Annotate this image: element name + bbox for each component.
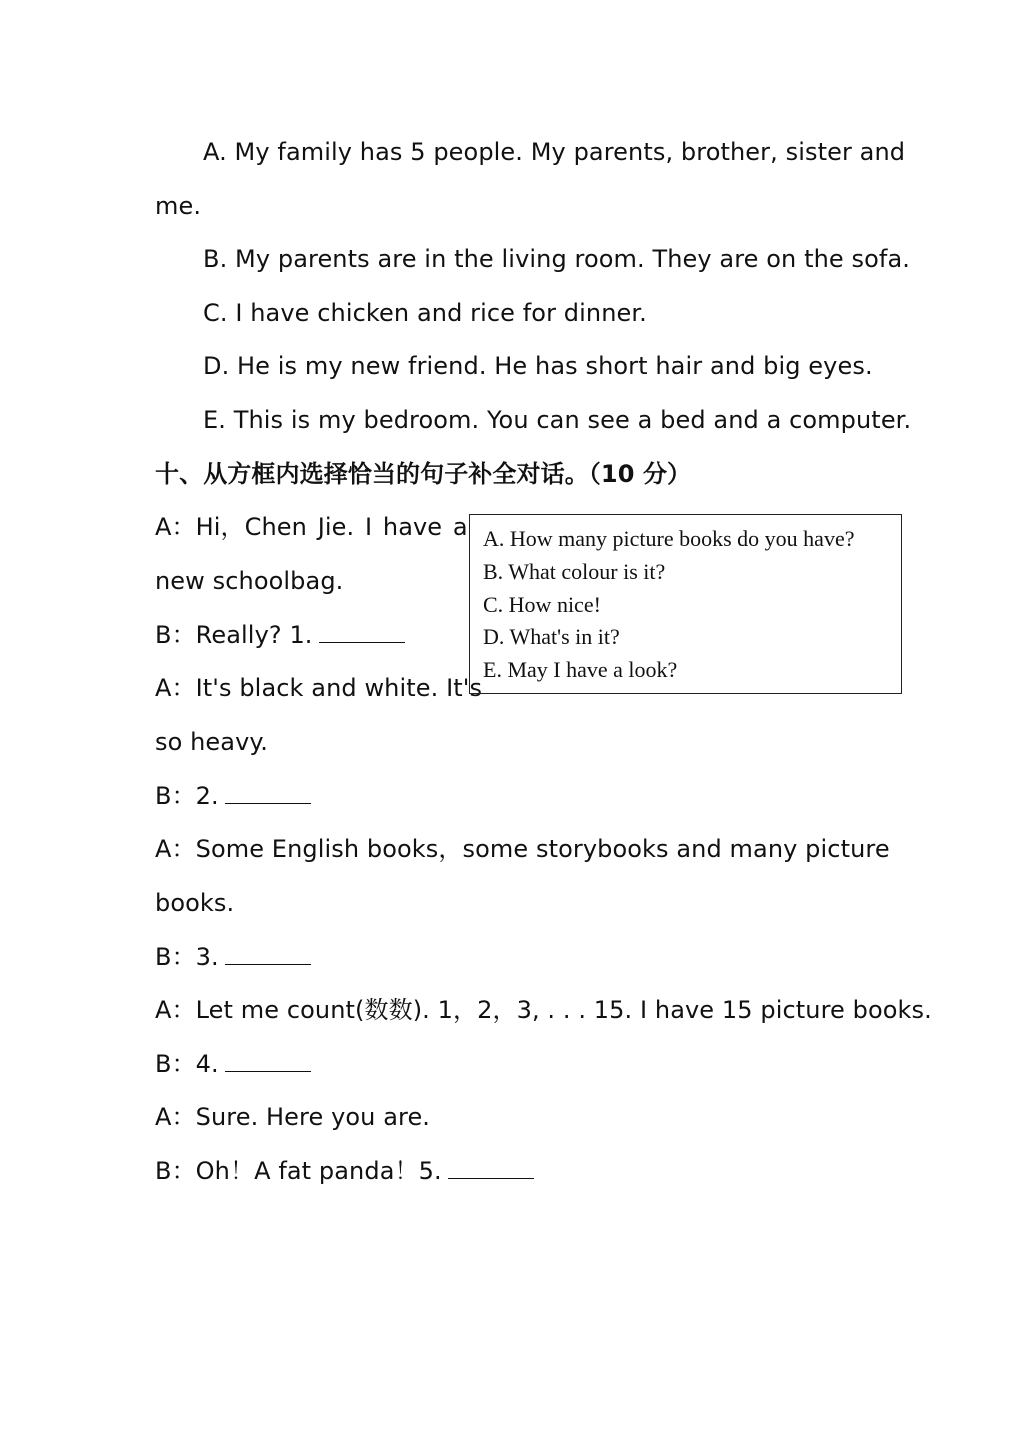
- option-e: E. This is my bedroom. You can see a bed and a computer.: [203, 406, 912, 434]
- answer-blank-1[interactable]: [319, 620, 405, 643]
- dialogue-line-13-text: B：Oh！A fat panda！5.: [155, 1157, 442, 1185]
- dialogue-line-9-text: B：3.: [155, 943, 219, 971]
- dialogue-line-3: [155, 620, 405, 650]
- option-a-line-1: A. My family has 5 people. My parents, brother, sister and: [203, 138, 906, 166]
- dialogue-line-10: A：Let me count(数数). 1，2，3, . . . 15. I have 15 picture books.: [155, 996, 932, 1024]
- choice-c: C. How nice!: [483, 592, 601, 617]
- choice-box: [469, 514, 902, 694]
- dialogue-line-8: books.: [155, 889, 235, 917]
- option-d: D. He is my new friend. He has short hair and big eyes.: [203, 352, 873, 380]
- dialogue-line-1: A：Hi，Chen Jie. I have a: [155, 513, 468, 541]
- dialogue-line-3-text: B：Really? 1.: [155, 621, 313, 649]
- option-b: B. My parents are in the living room. They are on the sofa.: [203, 245, 910, 273]
- dialogue-line-9: [155, 942, 311, 972]
- dialogue-line-5: so heavy.: [155, 728, 269, 756]
- dialogue-line-11: [155, 1049, 311, 1079]
- dialogue-line-6-text: B：2.: [155, 782, 219, 810]
- answer-blank-3[interactable]: [225, 942, 311, 965]
- answer-blank-4[interactable]: [225, 1049, 311, 1072]
- choice-e: E. May I have a look?: [483, 657, 678, 682]
- option-c: C. I have chicken and rice for dinner.: [203, 299, 647, 327]
- dialogue-line-2: new schoolbag.: [155, 567, 344, 595]
- choice-d: D. What's in it?: [483, 624, 620, 649]
- dialogue-line-13: [155, 1156, 534, 1186]
- dialogue-line-4: A：It's black and white. It's: [155, 674, 483, 702]
- option-a-line-2: me.: [155, 192, 202, 220]
- dialogue-line-6: [155, 781, 311, 811]
- choice-a: A. How many picture books do you have?: [483, 526, 855, 551]
- section-ten-heading: 十、从方框内选择恰当的句子补全对话。（10 分）: [155, 460, 692, 488]
- choice-b: B. What colour is it?: [483, 559, 666, 584]
- answer-blank-2[interactable]: [225, 781, 311, 804]
- dialogue-line-11-text: B：4.: [155, 1050, 219, 1078]
- dialogue-line-12: A：Sure. Here you are.: [155, 1103, 431, 1131]
- answer-blank-5[interactable]: [448, 1156, 534, 1179]
- dialogue-line-7: A：Some English books，some storybooks and many picture: [155, 835, 890, 863]
